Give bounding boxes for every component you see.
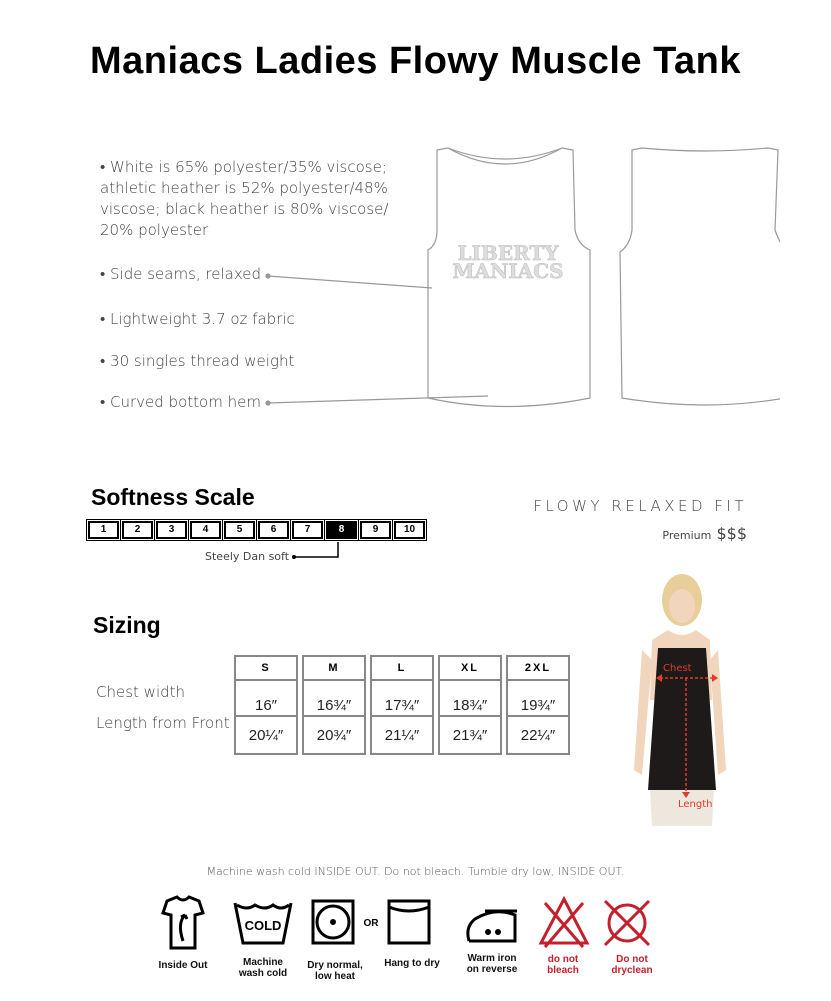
- page-title: Maniacs Ladies Flowy Muscle Tank: [90, 40, 741, 82]
- row-label-chest: Chest width: [96, 683, 186, 701]
- size-2xl: 2XL: [506, 655, 570, 681]
- chest-label: Chest: [663, 663, 692, 674]
- chest-xl: 18¾″: [438, 681, 502, 717]
- care-label-wash: Machine wash cold: [238, 957, 288, 979]
- scale-5: 5: [224, 521, 255, 539]
- row-label-length: Length from Front: [96, 714, 230, 732]
- length-s: 20¼″: [234, 717, 298, 755]
- feature-hem: • Curved bottom hem: [100, 393, 261, 411]
- svg-text:MANIACS: MANIACS: [452, 259, 564, 283]
- length-row: [234, 717, 570, 755]
- model-photo: [620, 570, 740, 826]
- hang-dry-icon: [389, 901, 429, 943]
- fit-label: FLOWY RELAXED FIT: [533, 497, 747, 515]
- size-table: [230, 655, 574, 755]
- scale-4: 4: [190, 521, 221, 539]
- scale-8-selected: 8: [326, 521, 357, 539]
- fit-price: $$$: [716, 524, 747, 543]
- feature-weight: • Lightweight 3.7 oz fabric: [100, 310, 295, 328]
- size-xl: XL: [438, 655, 502, 681]
- feature-side-seams: • Side seams, relaxed: [100, 265, 262, 283]
- chest-m: 16¾″: [302, 681, 366, 717]
- feature-fabric: • White is 65% polyester/35% viscose; athletic heather is 52% polyester/48% viscose; black heather is 80% viscose/ 20% polyester: [100, 158, 389, 239]
- care-label-no-dryclean: Do not dryclean: [611, 954, 653, 976]
- scale-3: 3: [156, 521, 187, 539]
- scale-9: 9: [360, 521, 391, 539]
- sizing-title: Sizing: [93, 612, 161, 638]
- or-text: OR: [363, 918, 379, 929]
- chest-row: [234, 681, 570, 717]
- fit-tier: Premium: [662, 529, 712, 542]
- chest-s: 16″: [234, 681, 298, 717]
- scale-7: 7: [292, 521, 323, 539]
- length-l: 21¼″: [370, 717, 434, 755]
- softness-title: Softness Scale: [91, 484, 255, 510]
- care-label-dry: Dry normal, low heat: [307, 960, 363, 982]
- care-label-no-bleach: do not bleach: [547, 954, 579, 976]
- care-icons: [155, 893, 675, 953]
- cold-text: COLD: [244, 918, 282, 933]
- scale-2: 2: [122, 521, 153, 539]
- leader-line-hem: [268, 396, 488, 403]
- feature-thread: • 30 singles thread weight: [100, 352, 295, 370]
- length-label: Length: [678, 799, 713, 810]
- chest-l: 17¾″: [370, 681, 434, 717]
- size-l: L: [370, 655, 434, 681]
- care-label-hang: Hang to dry: [384, 958, 440, 969]
- softness-pointer: [290, 540, 350, 560]
- care-label-iron: Warm iron on reverse: [466, 953, 518, 975]
- care-instructions: Machine wash cold INSIDE OUT. Do not bleach. Tumble dry low, INSIDE OUT.: [206, 865, 625, 878]
- length-m: 20¾″: [302, 717, 366, 755]
- care-label-inside-out: Inside Out: [158, 960, 208, 971]
- size-s: S: [234, 655, 298, 681]
- softness-scale: [88, 521, 425, 539]
- scale-6: 6: [258, 521, 289, 539]
- length-xl: 21¾″: [438, 717, 502, 755]
- leader-line-side-seams: [268, 276, 432, 288]
- tank-logo: LIBERTY: [457, 241, 559, 265]
- scale-1: 1: [88, 521, 119, 539]
- softness-note: Steely Dan soft: [205, 550, 290, 563]
- fit-price-row: [662, 524, 747, 543]
- iron-icon: [468, 911, 517, 941]
- scale-10: 10: [394, 521, 425, 539]
- tank-back: [620, 148, 780, 405]
- size-header-row: [234, 655, 570, 681]
- size-m: M: [302, 655, 366, 681]
- tank-drawings: [260, 140, 780, 420]
- chest-2xl: 19¾″: [506, 681, 570, 717]
- length-2xl: 22¼″: [506, 717, 570, 755]
